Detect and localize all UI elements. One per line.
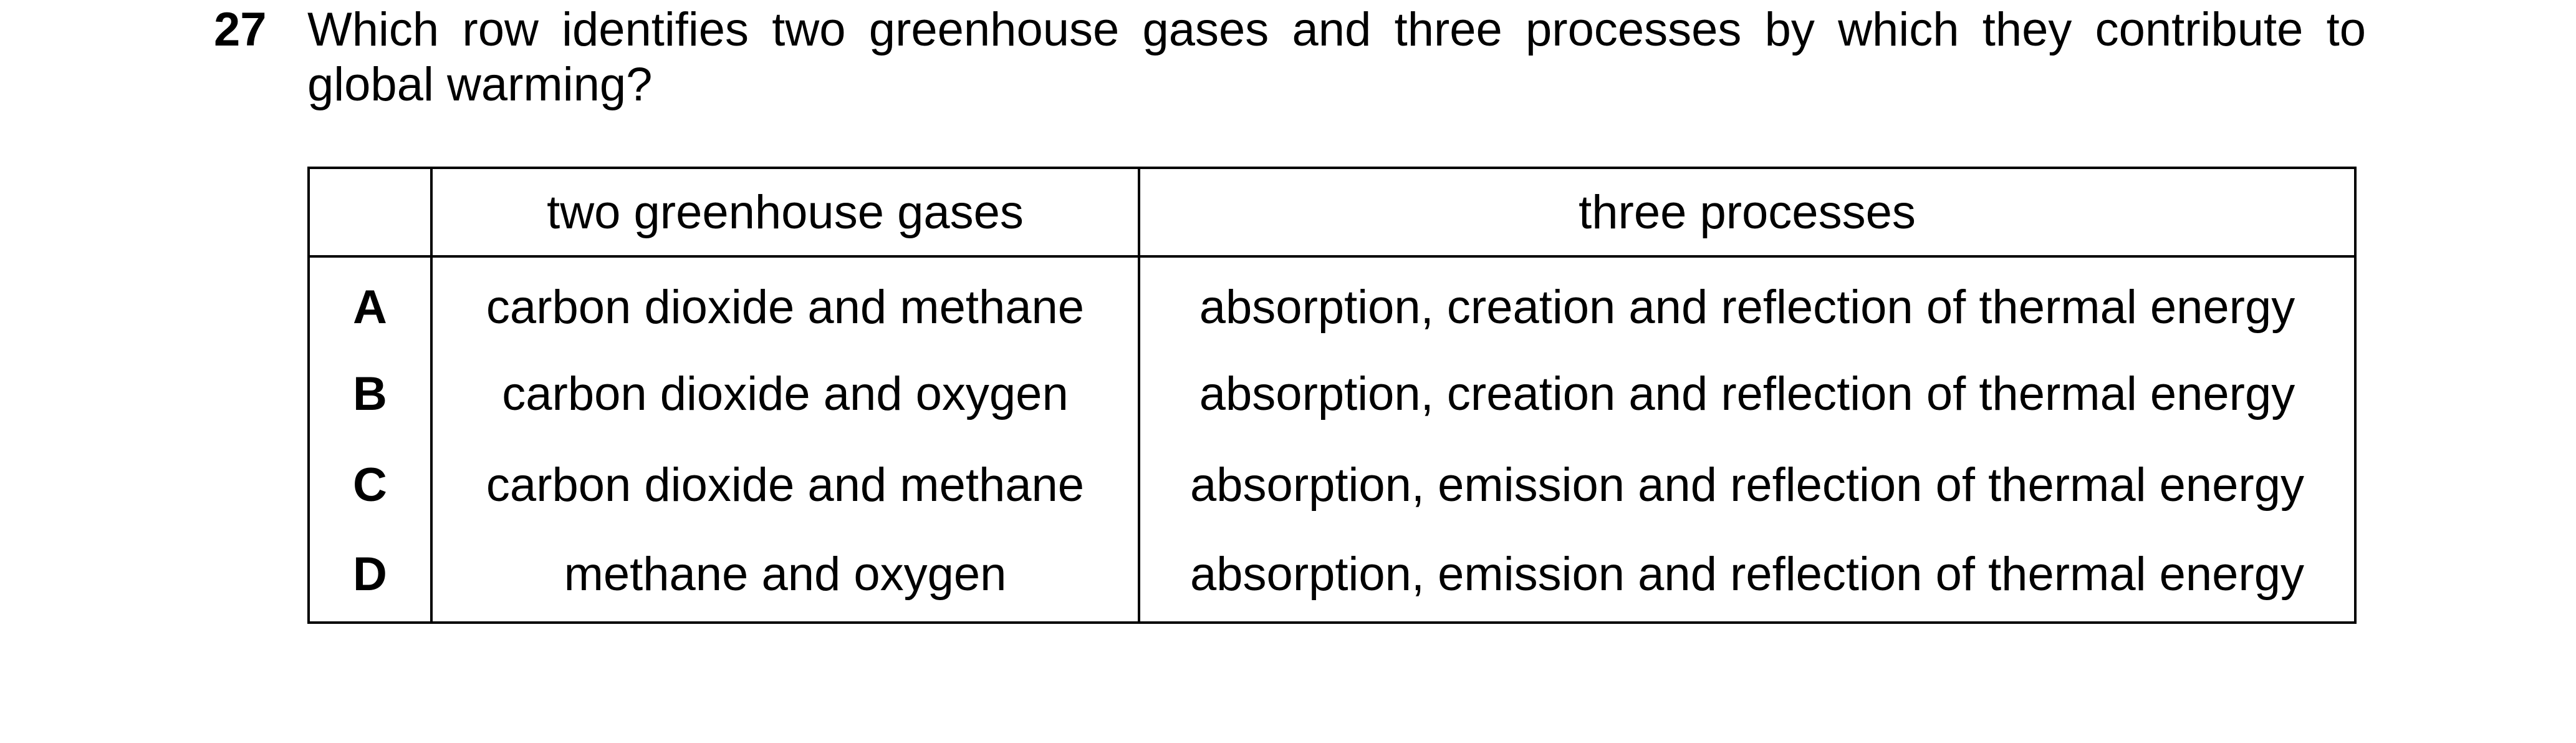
- table-row-b[interactable]: [309, 348, 2355, 440]
- header-processes: three processes: [1139, 168, 2355, 256]
- option-c-gases: carbon dioxide and methane: [431, 440, 1139, 532]
- question-text: [307, 2, 2366, 112]
- option-d-gases: methane and oxygen: [431, 531, 1139, 623]
- option-letter-b: B: [309, 348, 431, 440]
- question-text-line-2: global warming?: [307, 58, 653, 111]
- option-a-gases: carbon dioxide and methane: [431, 256, 1139, 348]
- header-letter-cell: [309, 168, 431, 256]
- question-text-line-1: Which row identifies two greenhouse gases and three processes by which they contribute to: [307, 3, 2366, 56]
- option-letter-a: A: [309, 256, 431, 348]
- table-row-a[interactable]: [309, 256, 2355, 348]
- option-letter-d: D: [309, 531, 431, 623]
- answer-options-table: [307, 167, 2357, 624]
- table-header-row: [309, 168, 2355, 256]
- option-letter-c: C: [309, 440, 431, 532]
- option-c-processes: absorption, emission and reflection of thermal energy: [1139, 440, 2355, 532]
- option-b-processes: absorption, creation and reflection of thermal energy: [1139, 348, 2355, 440]
- option-d-processes: absorption, emission and reflection of thermal energy: [1139, 531, 2355, 623]
- option-a-processes: absorption, creation and reflection of thermal energy: [1139, 256, 2355, 348]
- option-b-gases: carbon dioxide and oxygen: [431, 348, 1139, 440]
- question-number: 27: [214, 3, 267, 56]
- table-row-d[interactable]: [309, 531, 2355, 623]
- table-row-c[interactable]: [309, 440, 2355, 532]
- header-gases: two greenhouse gases: [431, 168, 1139, 256]
